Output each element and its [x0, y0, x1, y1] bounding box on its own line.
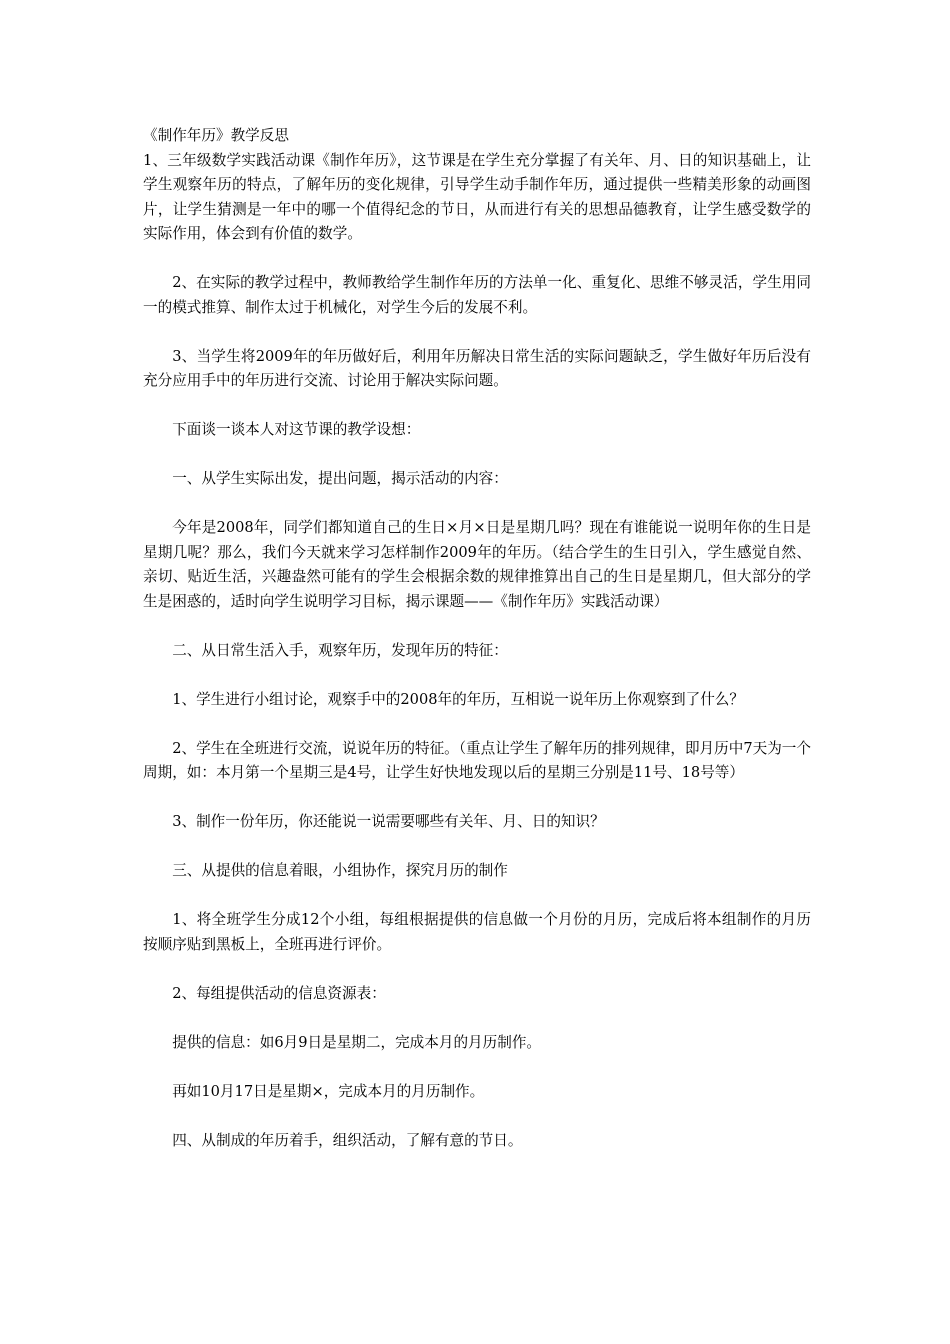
- paragraph-10: 3、制作一份年历，你还能说一说需要哪些有关年、月、日的知识？: [172, 813, 605, 830]
- document-body: [143, 124, 811, 1178]
- section-heading-4: 四、从制成的年历着手，组织活动，了解有意的节日。: [172, 1131, 523, 1149]
- paragraph-1: 1、三年级数学实践活动课《制作年历》，这节课是在学生充分掌握了有关年、月、日的知识基础上，让学生观察年历的特点，了解年历的变化规律，引导学生动手制作年历，通过提供一些精美形象的动画图片，让学生猜测是一年中的哪一个值得纪念的节日，从而进行有关的思想品德教育，让学生感受数学的实际作用，体会到有价值的数学。: [143, 151, 811, 242]
- paragraph-15: 再如10月17日是星期×，完成本月的月历制作。: [172, 1082, 485, 1100]
- paragraph-13: 2、每组提供活动的信息资源表：: [172, 984, 386, 1002]
- section-heading-2: 二、从日常生活入手，观察年历，发现年历的特征：: [172, 641, 508, 659]
- paragraph-8: 1、学生进行小组讨论，观察手中的2008年的年历，互相说一说年历上你观察到了什么？: [172, 690, 744, 708]
- paragraph-14: 提供的信息：如6月9日是星期二，完成本月的月历制作。: [172, 1033, 542, 1051]
- paragraph-6: 今年是2008年，同学们都知道自己的生日×月×日是星期几吗？现在有谁能说一说明年你的生日是星期几呢？那么，我们今天就来学习怎样制作2009年的年历。（结合学生的生日引入，学生感觉自然、亲切、贴近生活，兴趣盎然可能有的学生会根据余数的规律推算出自己的生日是星期几，但大部分的学生是困惑的，适时向学生说明学习目标，揭示课题——《制作年历》实践活动课）: [143, 519, 811, 610]
- section-heading-1: 一、从学生实际出发，提出问题，揭示活动的内容：: [172, 470, 508, 487]
- section-heading-3: 三、从提供的信息着眼，小组协作，探究月历的制作: [172, 862, 508, 879]
- paragraph-3: 3、当学生将2009年的年历做好后，利用年历解决日常生活的实际问题缺乏，学生做好年历后没有充分应用手中的年历进行交流、讨论用于解决实际问题。: [143, 347, 811, 389]
- paragraph-9: 2、学生在全班进行交流，说说年历的特征。（重点让学生了解年历的排列规律，即月历中7天为一个周期，如：本月第一个星期三是4号，让学生好快地发现以后的星期三分别是11号、18号等）: [143, 739, 811, 781]
- paragraph-12: 1、将全班学生分成12个小组，每组根据提供的信息做一个月份的月历，完成后将本组制作的月历按顺序贴到黑板上，全班再进行评价。: [143, 911, 811, 953]
- document-title: 《制作年历》教学反思: [143, 127, 289, 144]
- paragraph-2: 2、在实际的教学过程中，教师教给学生制作年历的方法单一化、重复化、思维不够灵活，学生用同一的模式推算、制作太过于机械化，对学生今后的发展不利。: [143, 274, 811, 316]
- paragraph-4: 下面谈一谈本人对这节课的教学设想：: [172, 421, 421, 438]
